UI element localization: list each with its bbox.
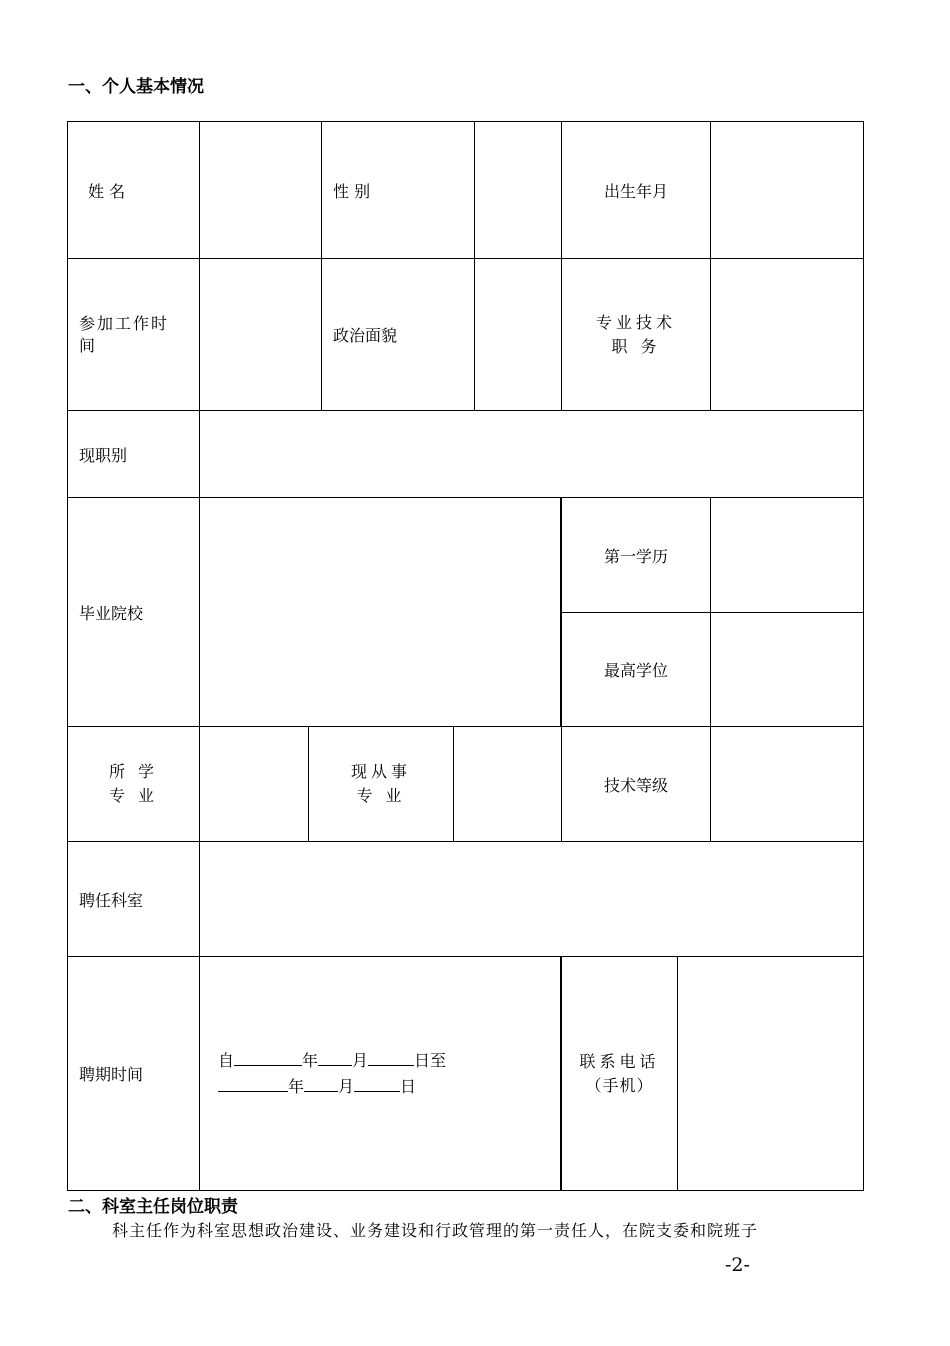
from-month-blank[interactable]	[318, 1049, 352, 1066]
duties-paragraph: 科主任作为科室思想政治建设、业务建设和行政管理的第一责任人，在院支委和院班子	[112, 1221, 759, 1240]
to-year-blank[interactable]	[218, 1075, 288, 1092]
highest-degree-value[interactable]	[710, 612, 864, 727]
department-label: 聘任科室	[67, 841, 200, 957]
tech-level-label: 技术等级	[561, 726, 711, 842]
rank-label: 现职别	[67, 410, 200, 498]
birth-label: 出生年月	[561, 121, 711, 259]
to-day-blank[interactable]	[354, 1075, 400, 1092]
phone-label-line1: 联系电话	[579, 1051, 660, 1071]
tech-level-value[interactable]	[710, 726, 864, 842]
birth-value[interactable]	[710, 121, 864, 259]
first-edu-value[interactable]	[710, 497, 864, 613]
period-to-line	[218, 1074, 416, 1100]
work-start-label: 参加工作时间	[67, 258, 200, 411]
school-value[interactable]	[199, 497, 561, 727]
rank-value[interactable]	[199, 410, 864, 498]
section-heading-basic-info: 一、个人基本情况	[68, 77, 204, 97]
tech-title-label-line1: 专业技术	[595, 312, 676, 332]
name-value[interactable]	[199, 121, 322, 259]
personal-info-table	[67, 121, 864, 1191]
phone-label	[561, 956, 678, 1191]
school-label: 毕业院校	[67, 497, 200, 727]
political-label: 政治面貌	[321, 258, 475, 411]
tech-title-value[interactable]	[710, 258, 864, 411]
page-number: -2-	[725, 1254, 750, 1276]
gender-label: 性 别	[321, 121, 475, 259]
tech-title-label-line2: 职 务	[611, 336, 661, 356]
first-edu-label: 第一学历	[561, 497, 711, 613]
phone-value[interactable]	[677, 956, 864, 1191]
major-label-line1: 所 学	[108, 762, 159, 781]
phone-label-line2: （手机）	[585, 1075, 654, 1095]
period-from-line	[218, 1048, 446, 1074]
from-year-unit: 年	[302, 1050, 319, 1070]
to-day-unit: 日	[400, 1076, 417, 1096]
from-year-blank[interactable]	[234, 1049, 302, 1066]
major-label	[67, 726, 200, 842]
current-major-label-line1: 现从事	[350, 762, 411, 781]
to-year-unit: 年	[288, 1076, 305, 1096]
work-start-value[interactable]	[199, 258, 322, 411]
section-heading-duties: 二、科室主任岗位职责	[68, 1197, 238, 1217]
period-value[interactable]	[199, 956, 561, 1191]
to-month-unit: 月	[338, 1076, 355, 1096]
to-month-blank[interactable]	[304, 1075, 338, 1092]
gender-value[interactable]	[474, 121, 562, 259]
current-major-label	[308, 726, 454, 842]
name-label: 姓 名	[67, 121, 200, 259]
from-day-blank[interactable]	[368, 1049, 414, 1066]
period-label: 聘期时间	[67, 956, 200, 1191]
political-value[interactable]	[474, 258, 562, 411]
tech-title-label	[561, 258, 711, 411]
period-from-text: 自	[218, 1050, 235, 1070]
from-day-unit: 日至	[414, 1050, 447, 1070]
current-major-label-line2: 专 业	[356, 786, 406, 805]
from-month-unit: 月	[352, 1050, 369, 1070]
highest-degree-label: 最高学位	[561, 612, 711, 727]
current-major-value[interactable]	[453, 726, 562, 842]
major-value[interactable]	[199, 726, 309, 842]
major-label-line2: 专 业	[108, 786, 159, 805]
department-value[interactable]	[199, 841, 864, 957]
